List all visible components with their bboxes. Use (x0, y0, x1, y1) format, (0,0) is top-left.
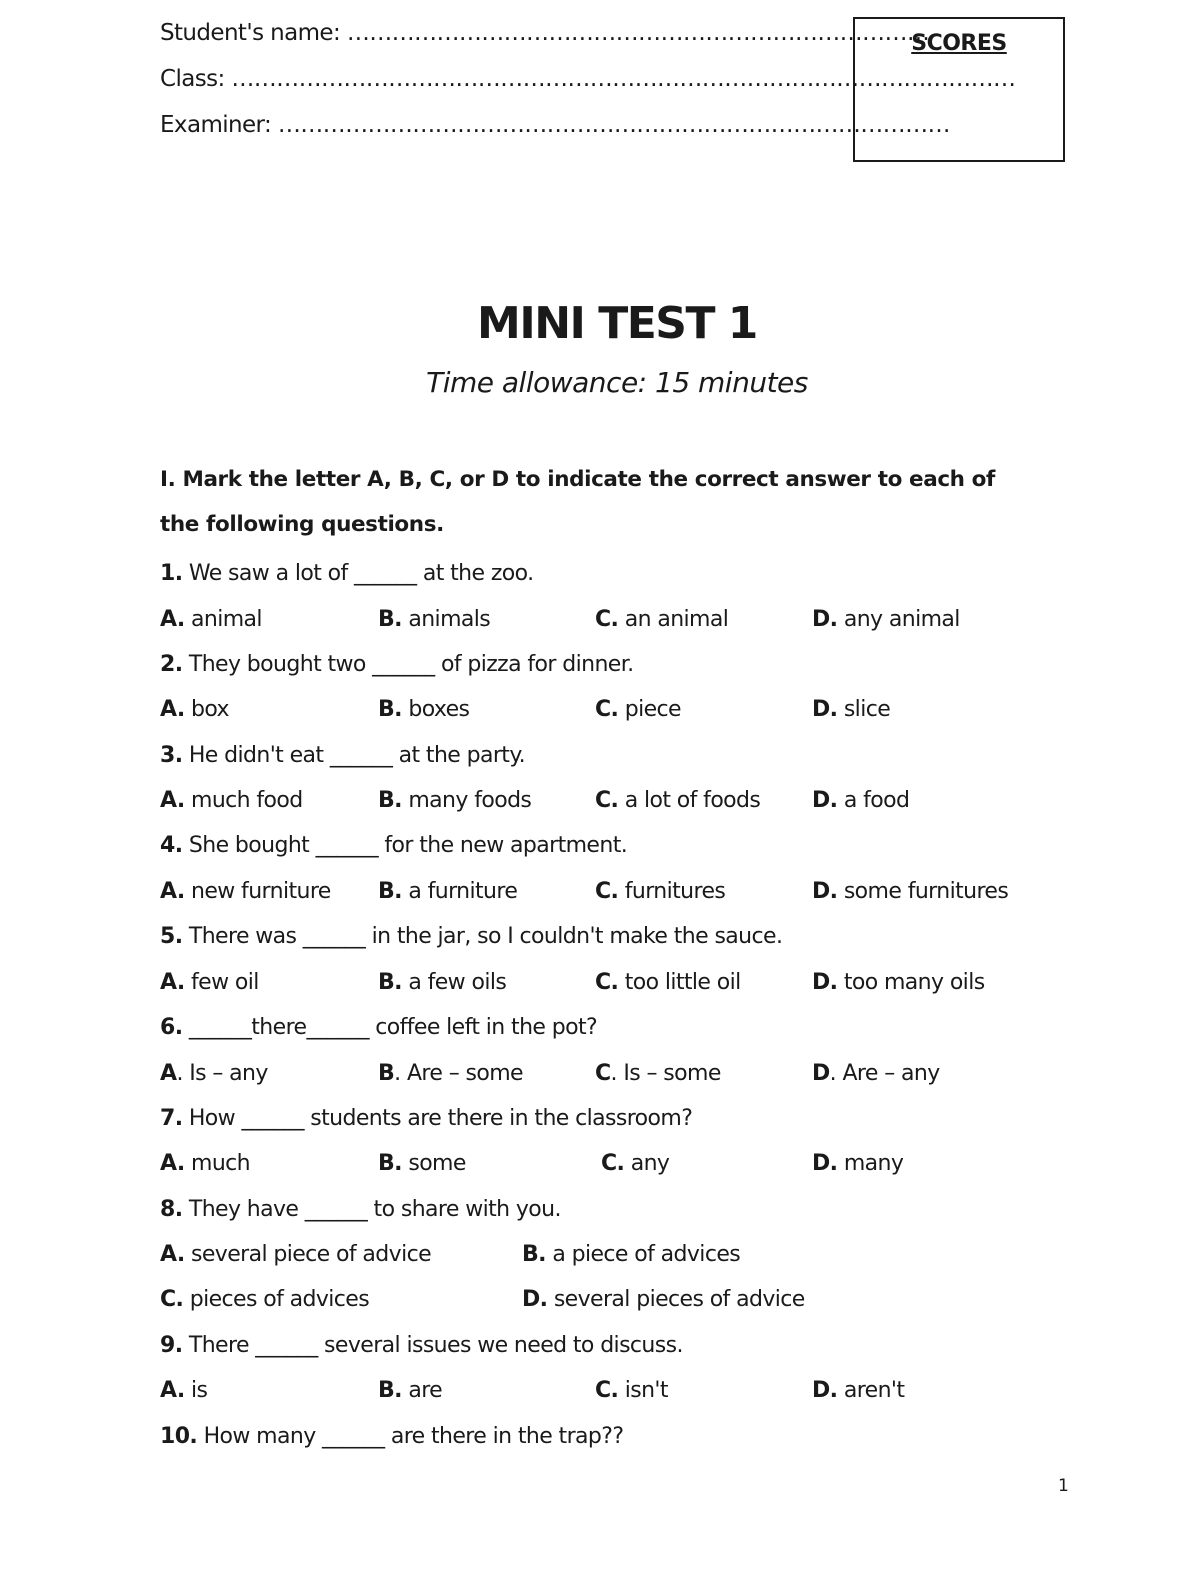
option-text: any animal (837, 607, 960, 632)
option-letter: C. (595, 607, 619, 632)
option-text: some furnitures (837, 879, 1009, 904)
option-text: aren't (837, 1378, 905, 1403)
option-text: animal (184, 607, 262, 632)
option (595, 607, 728, 632)
option-text: a food (837, 788, 910, 813)
option (595, 697, 681, 722)
option (812, 1151, 903, 1176)
option (595, 970, 741, 995)
option-letter: C. (595, 788, 619, 813)
option-letter: D. (812, 879, 838, 904)
option (378, 1061, 523, 1086)
option-text: are (401, 1378, 443, 1403)
option (378, 879, 517, 904)
question (160, 652, 634, 677)
question (160, 743, 525, 768)
option (601, 1151, 669, 1176)
option-text: few oil (184, 970, 259, 995)
question (160, 1106, 692, 1131)
option-text: pieces of advices (183, 1287, 370, 1312)
option-letter: B. (378, 607, 402, 632)
option (378, 1378, 442, 1403)
class-field: Class: …………………………………………………………………………………………… (160, 66, 1016, 92)
option (812, 607, 960, 632)
question-text: ______there______ coffee left in the pot? (182, 1015, 598, 1040)
option-text: much food (184, 788, 303, 813)
option-letter: B. (378, 1378, 402, 1403)
option (160, 607, 262, 632)
option-letter: D. (812, 1151, 838, 1176)
option-text: many (837, 1151, 904, 1176)
option-text: . Are – some (394, 1061, 523, 1086)
option (812, 879, 1008, 904)
option-text: slice (837, 697, 891, 722)
option-text: is (184, 1378, 208, 1403)
question (160, 833, 627, 858)
option-text: isn't (618, 1378, 668, 1403)
option-text: an animal (618, 607, 729, 632)
question-number: 2. (160, 652, 183, 677)
option-letter: D (812, 1061, 830, 1086)
option-letter: D. (812, 1378, 838, 1403)
option-text: . Is – any (176, 1061, 268, 1086)
question-number: 5. (160, 924, 183, 949)
option-letter: B. (378, 697, 402, 722)
option-letter: D. (522, 1287, 548, 1312)
question-number: 4. (160, 833, 183, 858)
option-text: furnitures (618, 879, 726, 904)
option-letter: C. (601, 1151, 625, 1176)
question (160, 1424, 623, 1449)
option (160, 879, 331, 904)
option-text: a few oils (401, 970, 507, 995)
option (160, 788, 303, 813)
option-letter: A. (160, 879, 185, 904)
option (595, 879, 725, 904)
option (522, 1287, 805, 1312)
question (160, 1197, 561, 1222)
question-text: She bought ______ for the new apartment. (182, 833, 628, 858)
option-text: a furniture (401, 879, 518, 904)
examiner-field: Examiner: ……………………………………………………………………………… (160, 112, 950, 138)
option (812, 697, 890, 722)
option (378, 1151, 466, 1176)
option (522, 1242, 740, 1267)
question-text: They have ______ to share with you. (182, 1197, 561, 1222)
option-letter: D. (812, 607, 838, 632)
question-number: 1. (160, 561, 183, 586)
option-text: some (401, 1151, 466, 1176)
option (160, 1061, 268, 1086)
option-text: new furniture (184, 879, 331, 904)
question (160, 1015, 597, 1040)
question-number: 7. (160, 1106, 183, 1131)
question-text: They bought two ______ of pizza for dinner. (182, 652, 634, 677)
question-text: There was ______ in the jar, so I couldn't make the sauce. (182, 924, 783, 949)
option-letter: B. (378, 879, 402, 904)
option-text: many foods (401, 788, 532, 813)
option (812, 788, 909, 813)
option (378, 970, 506, 995)
option-letter: B (378, 1061, 395, 1086)
option-letter: A. (160, 1151, 185, 1176)
option (595, 1061, 721, 1086)
option-letter: B. (378, 970, 402, 995)
student-name-field: Student's name: …………………………………………………………………… (160, 20, 930, 46)
option-letter: B. (378, 788, 402, 813)
question (160, 561, 534, 586)
scores-box (853, 17, 1065, 162)
option-text: . Is – some (610, 1061, 721, 1086)
option-text: any (624, 1151, 670, 1176)
option-text: piece (618, 697, 681, 722)
option-text: animals (401, 607, 491, 632)
page-title: MINI TEST 1 (477, 298, 757, 349)
option-text: much (184, 1151, 251, 1176)
page-number: 1 (1058, 1476, 1069, 1496)
option (160, 1287, 369, 1312)
option (378, 697, 469, 722)
question-text: How many ______ are there in the trap?? (197, 1424, 624, 1449)
option-letter: B. (378, 1151, 402, 1176)
option (160, 697, 229, 722)
question-number: 3. (160, 743, 183, 768)
question-text: How ______ students are there in the classroom? (182, 1106, 693, 1131)
option-letter: C (595, 1061, 611, 1086)
question (160, 1333, 683, 1358)
option-text: . Are – any (829, 1061, 940, 1086)
option-letter: D. (812, 970, 838, 995)
option (160, 970, 259, 995)
option-letter: A. (160, 1378, 185, 1403)
option (595, 788, 760, 813)
option-text: a lot of foods (618, 788, 761, 813)
option-letter: C. (595, 697, 619, 722)
question (160, 924, 782, 949)
option-letter: C. (595, 879, 619, 904)
option (595, 1378, 668, 1403)
option-text: boxes (401, 697, 470, 722)
option (378, 788, 531, 813)
option (160, 1151, 250, 1176)
option-text: box (184, 697, 229, 722)
option-letter: C. (595, 1378, 619, 1403)
question-text: He didn't eat ______ at the party. (182, 743, 526, 768)
option-letter: C. (595, 970, 619, 995)
question-number: 9. (160, 1333, 183, 1358)
question-number: 8. (160, 1197, 183, 1222)
option-letter: A. (160, 697, 185, 722)
option-letter: A (160, 1061, 177, 1086)
option-text: too little oil (618, 970, 741, 995)
option (378, 607, 490, 632)
question-text: We saw a lot of ______ at the zoo. (182, 561, 534, 586)
option-letter: D. (812, 788, 838, 813)
question-text: There ______ several issues we need to discuss. (182, 1333, 683, 1358)
option (160, 1242, 431, 1267)
option (812, 970, 985, 995)
option (160, 1378, 207, 1403)
option-letter: B. (522, 1242, 546, 1267)
section-instruction: I. Mark the letter A, B, C, or D to indicate the correct answer to each of the following questions. (160, 467, 995, 537)
option-text: a piece of advices (545, 1242, 741, 1267)
option-text: several piece of advice (184, 1242, 432, 1267)
option-letter: D. (812, 697, 838, 722)
option (812, 1061, 940, 1086)
question-number: 10. (160, 1424, 198, 1449)
option-letter: A. (160, 970, 185, 995)
option-letter: A. (160, 607, 185, 632)
option-letter: C. (160, 1287, 184, 1312)
option-letter: A. (160, 788, 185, 813)
option-letter: A. (160, 1242, 185, 1267)
scores-label: SCORES (911, 31, 1007, 56)
option-text: too many oils (837, 970, 985, 995)
time-allowance: Time allowance: 15 minutes (426, 366, 808, 399)
question-number: 6. (160, 1015, 183, 1040)
option (812, 1378, 904, 1403)
option-text: several pieces of advice (547, 1287, 805, 1312)
